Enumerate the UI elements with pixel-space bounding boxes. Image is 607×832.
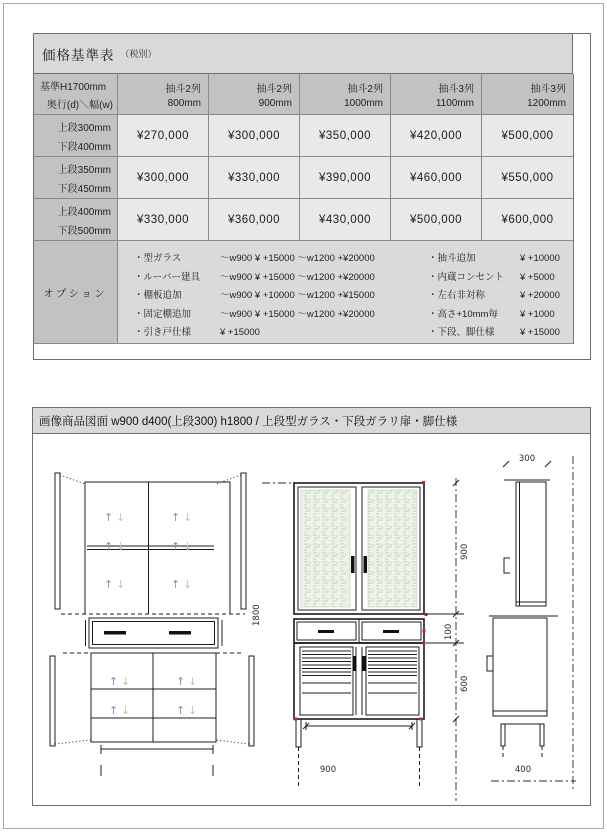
glass-pane: [301, 490, 350, 607]
column-header: [300, 74, 391, 115]
drawer-handle: [318, 630, 334, 633]
price-cell: ¥300,000: [118, 157, 209, 199]
column-type: 抽斗3列: [530, 83, 566, 95]
total-height-dim: 1800: [252, 604, 262, 626]
svg-text:↓: ↓: [188, 704, 198, 717]
option-price: ¥ +15000: [220, 327, 260, 338]
option-item: [428, 287, 569, 305]
product-drawing-section: [32, 407, 591, 806]
option-name: ・下段、脚仕様: [428, 327, 495, 338]
front-legs: [296, 719, 422, 789]
column-header: [391, 74, 482, 115]
price-table-title-note: （税別）: [120, 49, 157, 59]
svg-text:↑: ↑: [171, 540, 181, 553]
upper-height-dim: 900: [460, 543, 470, 560]
price-cell: ¥430,000: [300, 199, 391, 241]
column-type: 抽斗2列: [165, 83, 201, 95]
option-price: ¥ +5000: [520, 271, 555, 283]
louver-slats: [302, 651, 417, 693]
lower-height-dim: 600: [460, 675, 470, 692]
side-handle-lower: [487, 656, 493, 671]
price-cell: ¥550,000: [482, 157, 573, 199]
side-legs: [501, 724, 544, 758]
price-cell: ¥500,000: [391, 199, 482, 241]
row-label: [34, 115, 118, 157]
row-label-bottom: 下段400mm: [57, 141, 111, 153]
svg-text:↑: ↑: [109, 675, 119, 688]
svg-text:↑: ↑: [171, 578, 181, 591]
door-handle: [364, 556, 368, 573]
corner-line1: 基準H1700mm: [40, 81, 107, 93]
lower-depth-dim: 400: [514, 765, 532, 775]
drawing-title: 画像商品図面 w900 d400(上段300) h1800 / 上段型ガラス・下段ガラリ扉・脚仕様: [39, 415, 458, 428]
corner-line2: 奥行(d)＼幅(w): [46, 99, 113, 111]
option-item: [428, 306, 569, 324]
option-price: ～w900 ¥ +15000 ～w1200 +¥20000: [220, 253, 375, 264]
option-item: [134, 250, 428, 268]
row-label: [34, 157, 118, 199]
drawing-area: [33, 434, 590, 805]
price-cell: ¥350,000: [300, 115, 391, 157]
option-price: ¥ +15000: [520, 327, 560, 338]
drawing-titlebar: [33, 408, 590, 434]
option-price: ～w900 ¥ +10000 ～w1200 +¥15000: [220, 290, 375, 301]
drawer-height-dim: 100: [444, 623, 454, 640]
front-width-dimension: [303, 722, 415, 730]
price-cell: ¥330,000: [118, 199, 209, 241]
row-label-top: 上段400mm: [57, 206, 111, 218]
price-table-title: 価格基準表: [42, 47, 115, 63]
price-cell: ¥420,000: [391, 115, 482, 157]
side-view: [487, 454, 576, 791]
price-table-titlebar: [34, 34, 573, 74]
svg-text:↓: ↓: [121, 675, 131, 688]
svg-text:↑: ↑: [176, 675, 186, 688]
option-name: ・固定棚追加: [134, 308, 192, 320]
open-door-front-view: [50, 473, 262, 776]
option-name: ・ルーバー建具: [134, 271, 201, 283]
price-cell: ¥460,000: [391, 157, 482, 199]
price-table: [34, 74, 574, 344]
glass-pane: [368, 490, 417, 607]
row-label-top: 上段350mm: [57, 164, 111, 176]
option-item: [428, 269, 569, 287]
svg-text:↑: ↑: [104, 578, 114, 591]
price-cell: ¥360,000: [209, 199, 300, 241]
price-cell: ¥500,000: [482, 115, 573, 157]
column-width: 800mm: [167, 97, 201, 109]
drawer-band-front: [294, 619, 424, 643]
option-price: ～w900 ¥ +15000 ～w1200 +¥20000: [220, 308, 375, 320]
open-door-panel: [50, 656, 55, 746]
price-cell: ¥390,000: [300, 157, 391, 199]
price-table-section: [33, 33, 591, 360]
option-item: [134, 306, 428, 324]
door-handle: [353, 656, 357, 671]
option-price: ¥ +20000: [520, 290, 560, 301]
option-item: [134, 287, 428, 305]
column-type: 抽斗2列: [347, 83, 383, 95]
option-price: ¥ +1000: [520, 308, 555, 320]
svg-text:↑: ↑: [104, 540, 114, 553]
svg-text:↓: ↓: [183, 511, 193, 524]
price-cell: ¥330,000: [209, 157, 300, 199]
option-price: ～w900 ¥ +15000 ～w1200 +¥20000: [220, 271, 375, 283]
open-door-panel: [55, 473, 60, 609]
louver-door: [300, 647, 353, 715]
svg-text:↑: ↑: [104, 511, 114, 524]
upper-depth-dim: 300: [518, 454, 536, 464]
option-name: ・引き戸仕様: [134, 327, 192, 338]
louver-door: [366, 647, 419, 715]
option-price: ¥ +10000: [520, 253, 560, 264]
price-cell: ¥300,000: [209, 115, 300, 157]
door-handle: [362, 656, 366, 671]
row-label-bottom: 下段500mm: [57, 225, 111, 237]
svg-text:↓: ↓: [116, 540, 126, 553]
column-width: 1200mm: [527, 97, 566, 109]
svg-text:↓: ↓: [183, 578, 193, 591]
column-type: 抽斗2列: [256, 83, 292, 95]
option-item: [428, 250, 569, 268]
door-handle: [351, 556, 355, 573]
drawer-band-open-view: [86, 618, 223, 648]
svg-text:↑: ↑: [176, 704, 186, 717]
price-cell: ¥270,000: [118, 115, 209, 157]
cad-drawing: [33, 434, 590, 805]
corner-header-cell: [34, 74, 118, 115]
option-name: ・抽斗追加: [428, 253, 476, 264]
svg-text:↑: ↑: [171, 511, 181, 524]
options-content: [118, 241, 573, 344]
open-door-panel: [249, 656, 254, 746]
row-label: [34, 199, 118, 241]
bottom-dimension-left-view: [101, 745, 213, 776]
row-label-top: 上段300mm: [57, 122, 111, 134]
option-name: ・棚板追加: [134, 290, 182, 301]
svg-text:↓: ↓: [188, 675, 198, 688]
option-name: ・左右非対称: [428, 290, 486, 301]
row-label-bottom: 下段450mm: [57, 183, 111, 195]
option-item: [428, 324, 569, 342]
svg-text:↓: ↓: [116, 511, 126, 524]
svg-text:↓: ↓: [183, 540, 193, 553]
option-item: [134, 324, 428, 342]
options-list-right: [428, 250, 569, 343]
column-width: 1000mm: [344, 97, 383, 109]
option-name: ・型ガラス: [134, 253, 182, 264]
open-door-panel: [241, 473, 246, 609]
drawer-handle: [383, 630, 399, 633]
options-list-left: [134, 250, 428, 343]
column-header: [482, 74, 573, 115]
option-name: ・内蔵コンセント: [428, 271, 505, 283]
svg-text:↓: ↓: [121, 704, 131, 717]
side-handle-upper: [504, 558, 510, 573]
options-row-label: オプション: [34, 241, 118, 344]
column-width: 900mm: [258, 97, 292, 109]
column-header: [209, 74, 300, 115]
option-name: ・高さ+10mm毎: [428, 308, 498, 320]
column-header: [118, 74, 209, 115]
svg-text:↑: ↑: [109, 704, 119, 717]
closed-front-view: [262, 478, 470, 801]
front-width-dim: 900: [319, 765, 337, 775]
svg-text:↓: ↓: [116, 578, 126, 591]
option-item: [134, 269, 428, 287]
drawer-handle: [169, 631, 191, 635]
drawer-handle: [104, 631, 126, 635]
column-type: 抽斗3列: [438, 83, 474, 95]
column-width: 1100mm: [435, 97, 474, 109]
price-cell: ¥600,000: [482, 199, 573, 241]
